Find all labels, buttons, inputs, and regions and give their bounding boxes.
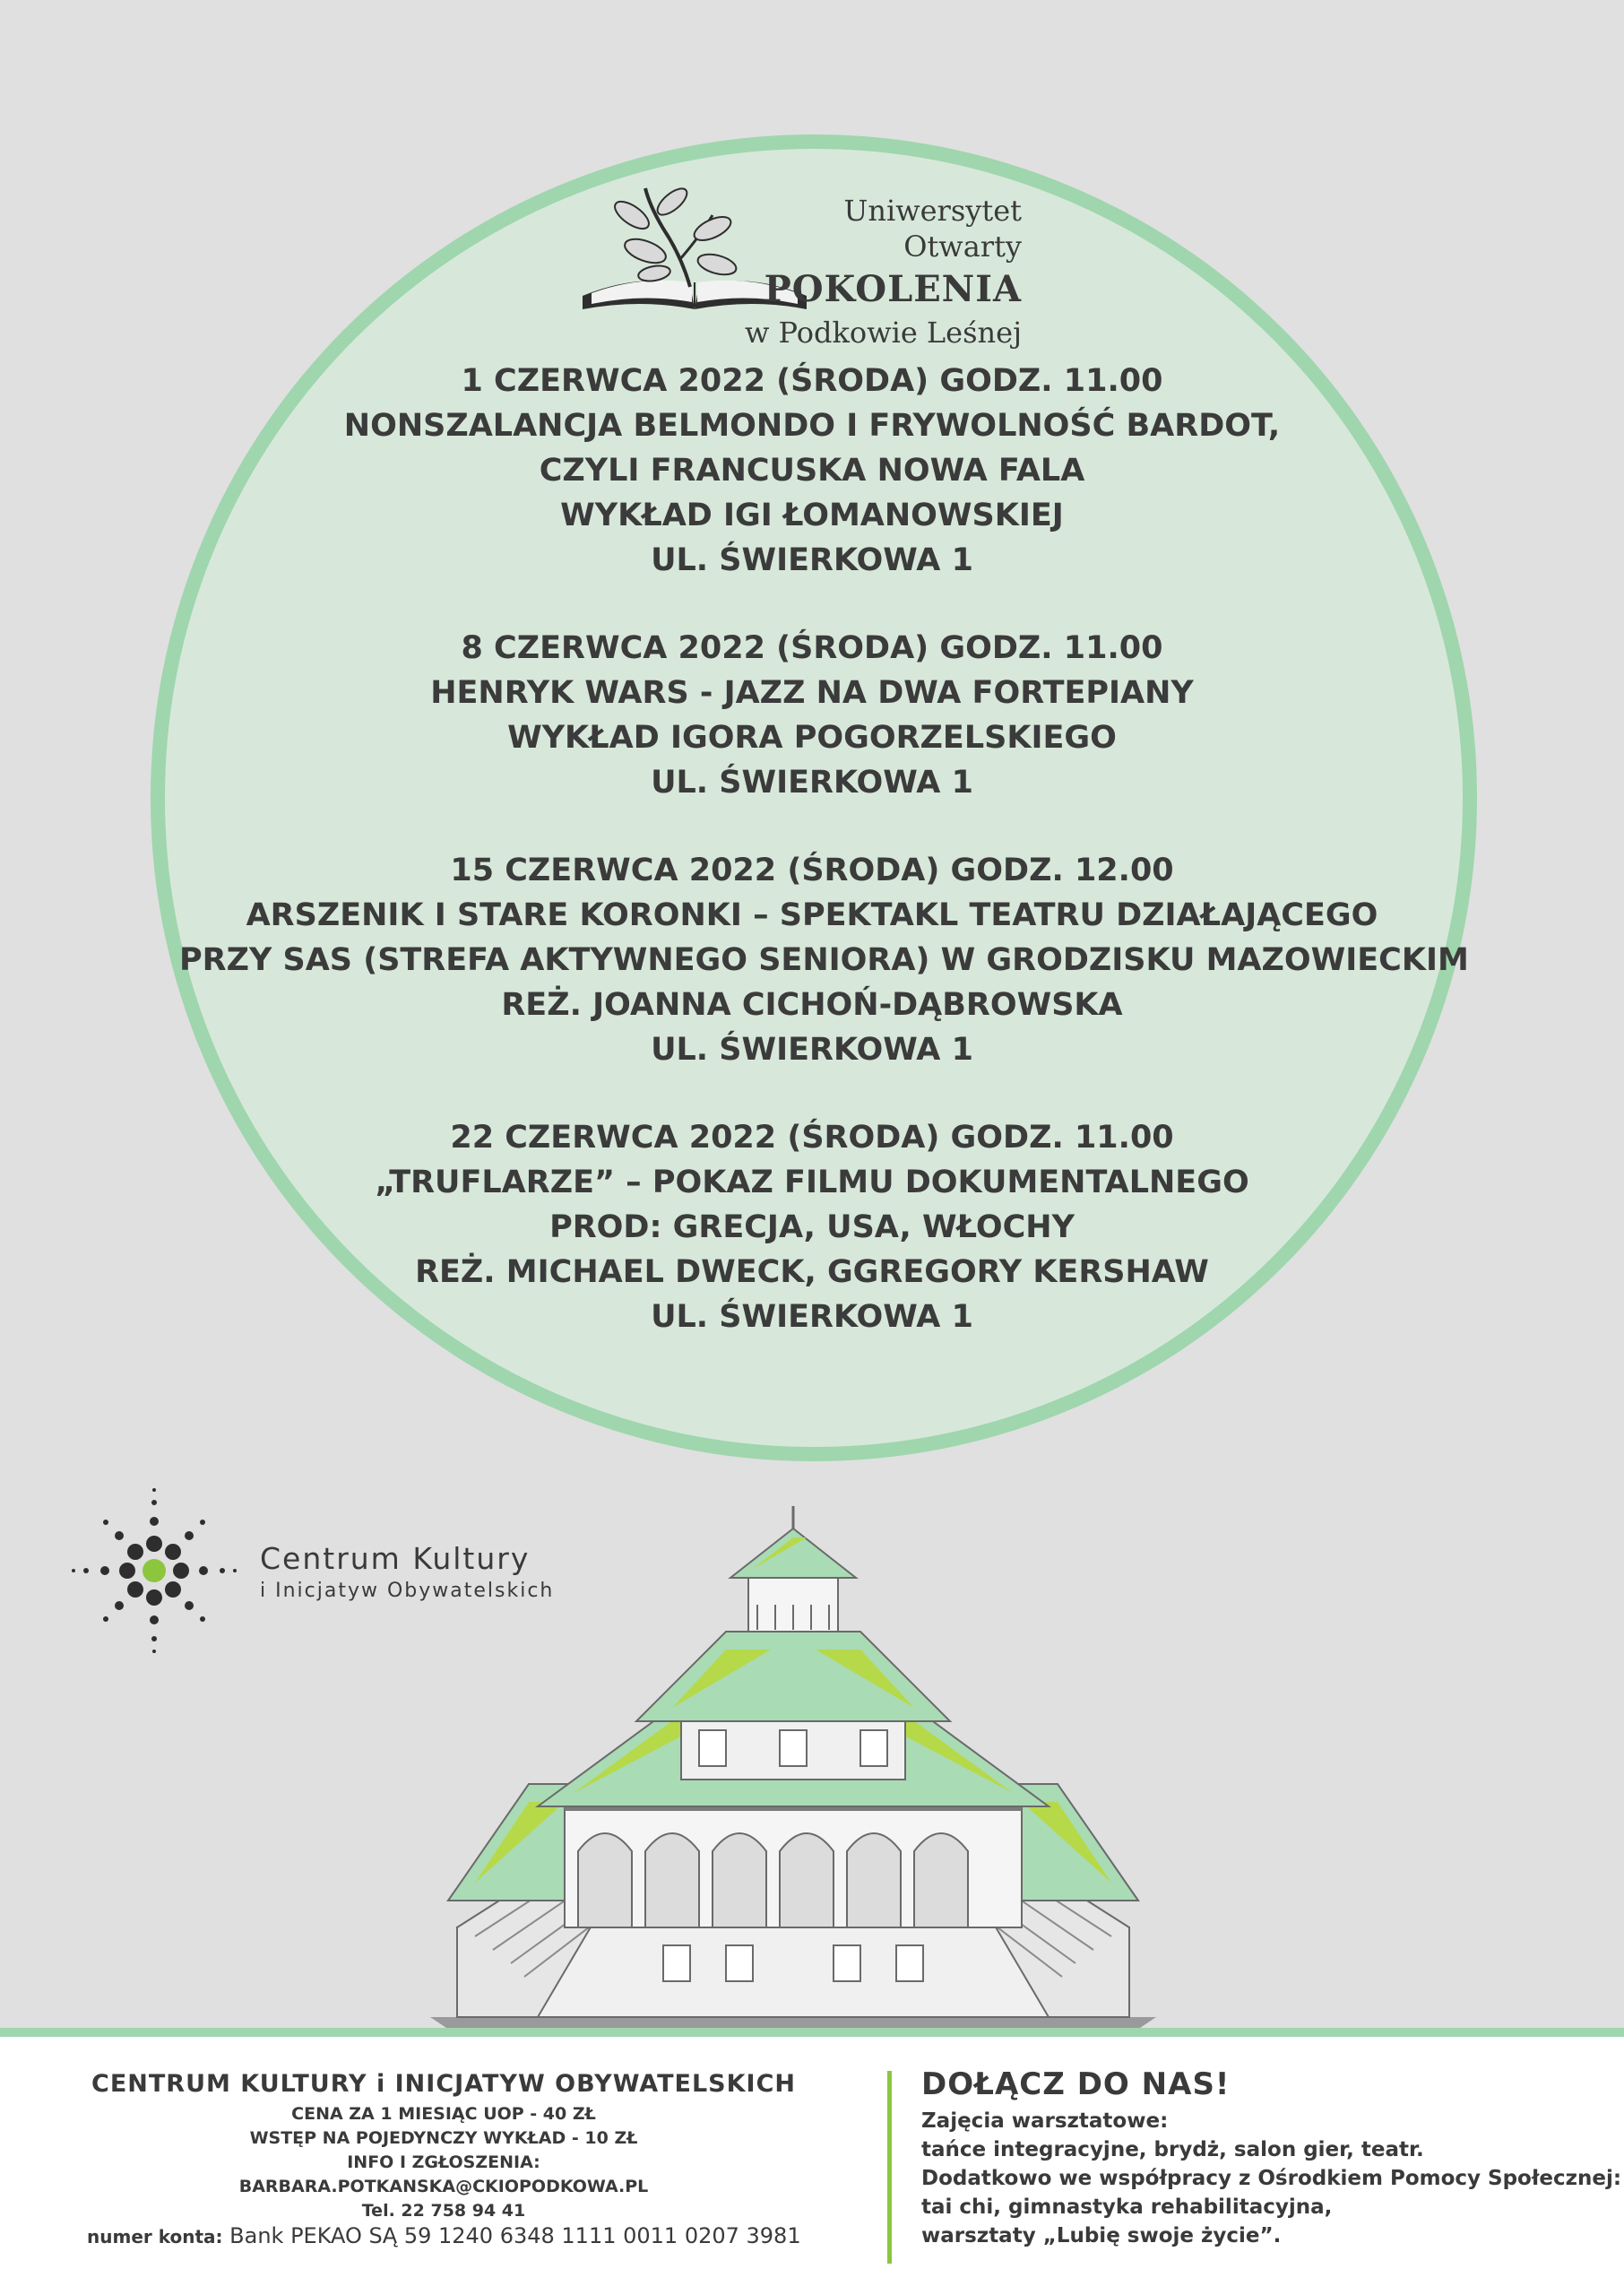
event-title: PRZY SAS (STREFA AKTYWNEGO SENIORA) W GRODZISKU MAZOWIECKIM [179, 942, 1469, 978]
price-single: WSTĘP NA POJEDYNCZY WYKŁAD - 10 ZŁ [249, 2128, 638, 2148]
join-line: tańce integracyjne, brydż, salon gier, teatr. [921, 2138, 1424, 2161]
footer-divider [0, 2028, 1624, 2037]
event-list [179, 359, 1469, 1382]
event-production: PROD: GRECJA, USA, WŁOCHY [549, 1209, 1075, 1245]
price-month: CENA ZA 1 MIESIĄC UOP - 40 ZŁ [291, 2104, 596, 2124]
event-speaker: WYKŁAD IGORA POGORZELSKIEGO [507, 720, 1117, 756]
event-title: HENRYK WARS - JAZZ NA DWA FORTEPIANY [430, 675, 1194, 711]
university-name [726, 193, 1022, 351]
university-line-2: POKOLENIA [764, 268, 1022, 310]
event-item [179, 848, 1469, 1072]
event-location: UL. ŚWIERKOWA 1 [651, 765, 973, 801]
contact-phone: Tel. 22 758 94 41 [361, 2201, 526, 2221]
event-date: 1 CZERWCA 2022 (ŚRODA) GODZ. 11.00 [461, 363, 1163, 399]
event-location: UL. ŚWIERKOWA 1 [651, 1299, 973, 1335]
join-heading: DOŁĄCZ DO NAS! [921, 2066, 1231, 2102]
university-line-3: w Podkowie Leśnej [744, 316, 1022, 350]
footer-contact [85, 2066, 802, 2223]
join-line: warsztaty „Lubię swoje życie”. [921, 2224, 1282, 2247]
footer-org-name: CENTRUM KULTURY i INICJATYW OBYWATELSKICH [91, 2070, 796, 2098]
join-line: Dodatkowo we współpracy z Ośrodkiem Pomocy Społecznej: [921, 2167, 1622, 2190]
university-line-1: Uniwersytet Otwarty [843, 194, 1022, 264]
event-title: ARSZENIK I STARE KORONKI – SPEKTAKL TEATRU DZIAŁAJĄCEGO [246, 897, 1378, 933]
event-location: UL. ŚWIERKOWA 1 [651, 542, 973, 578]
account-number: Bank PEKAO SĄ 59 1240 6348 1111 0011 0207 3981 [229, 2223, 801, 2248]
join-line: Zajęcia warsztatowe: [921, 2109, 1169, 2133]
event-speaker: WYKŁAD IGI ŁOMANOWSKIEJ [560, 498, 1064, 533]
event-title: „TRUFLARZE” – POKAZ FILMU DOKUMENTALNEGO [375, 1165, 1249, 1200]
event-date: 22 CZERWCA 2022 (ŚRODA) GODZ. 11.00 [450, 1120, 1174, 1156]
culture-center-line-2: i Inicjatyw Obywatelskich [260, 1580, 555, 1602]
event-date: 15 CZERWCA 2022 (ŚRODA) GODZ. 12.00 [450, 853, 1174, 888]
event-item [179, 1115, 1445, 1339]
join-line: tai chi, gimnastyka rehabilitacyjna, [921, 2195, 1333, 2219]
culture-center-line-1: Centrum Kultury [260, 1541, 531, 1576]
event-date: 8 CZERWCA 2022 (ŚRODA) GODZ. 11.00 [461, 630, 1163, 666]
contact-email[interactable]: BARBARA.POTKANSKA@CKIOPODKOWA.PL [238, 2177, 649, 2196]
event-title: CZYLI FRANCUSKA NOWA FALA [539, 453, 1085, 489]
event-director: REŻ. MICHAEL DWECK, GGREGORY KERSHAW [415, 1254, 1209, 1290]
pavilion-building-illustration [421, 1506, 1165, 2035]
event-location: UL. ŚWIERKOWA 1 [651, 1032, 973, 1068]
event-director: REŻ. JOANNA CICHOŃ-DĄBROWSKA [501, 987, 1123, 1023]
event-title: NONSZALANCJA BELMONDO I FRYWOLNOŚĆ BARDOT, [343, 408, 1281, 444]
join-us-section [921, 2062, 1622, 2250]
info-label: INFO I ZGŁOSZENIA: [347, 2152, 540, 2172]
bank-account [87, 2223, 801, 2248]
event-item [179, 626, 1445, 805]
footer-separator [887, 2071, 892, 2264]
account-label: numer konta: [87, 2226, 223, 2247]
event-item [179, 359, 1445, 583]
